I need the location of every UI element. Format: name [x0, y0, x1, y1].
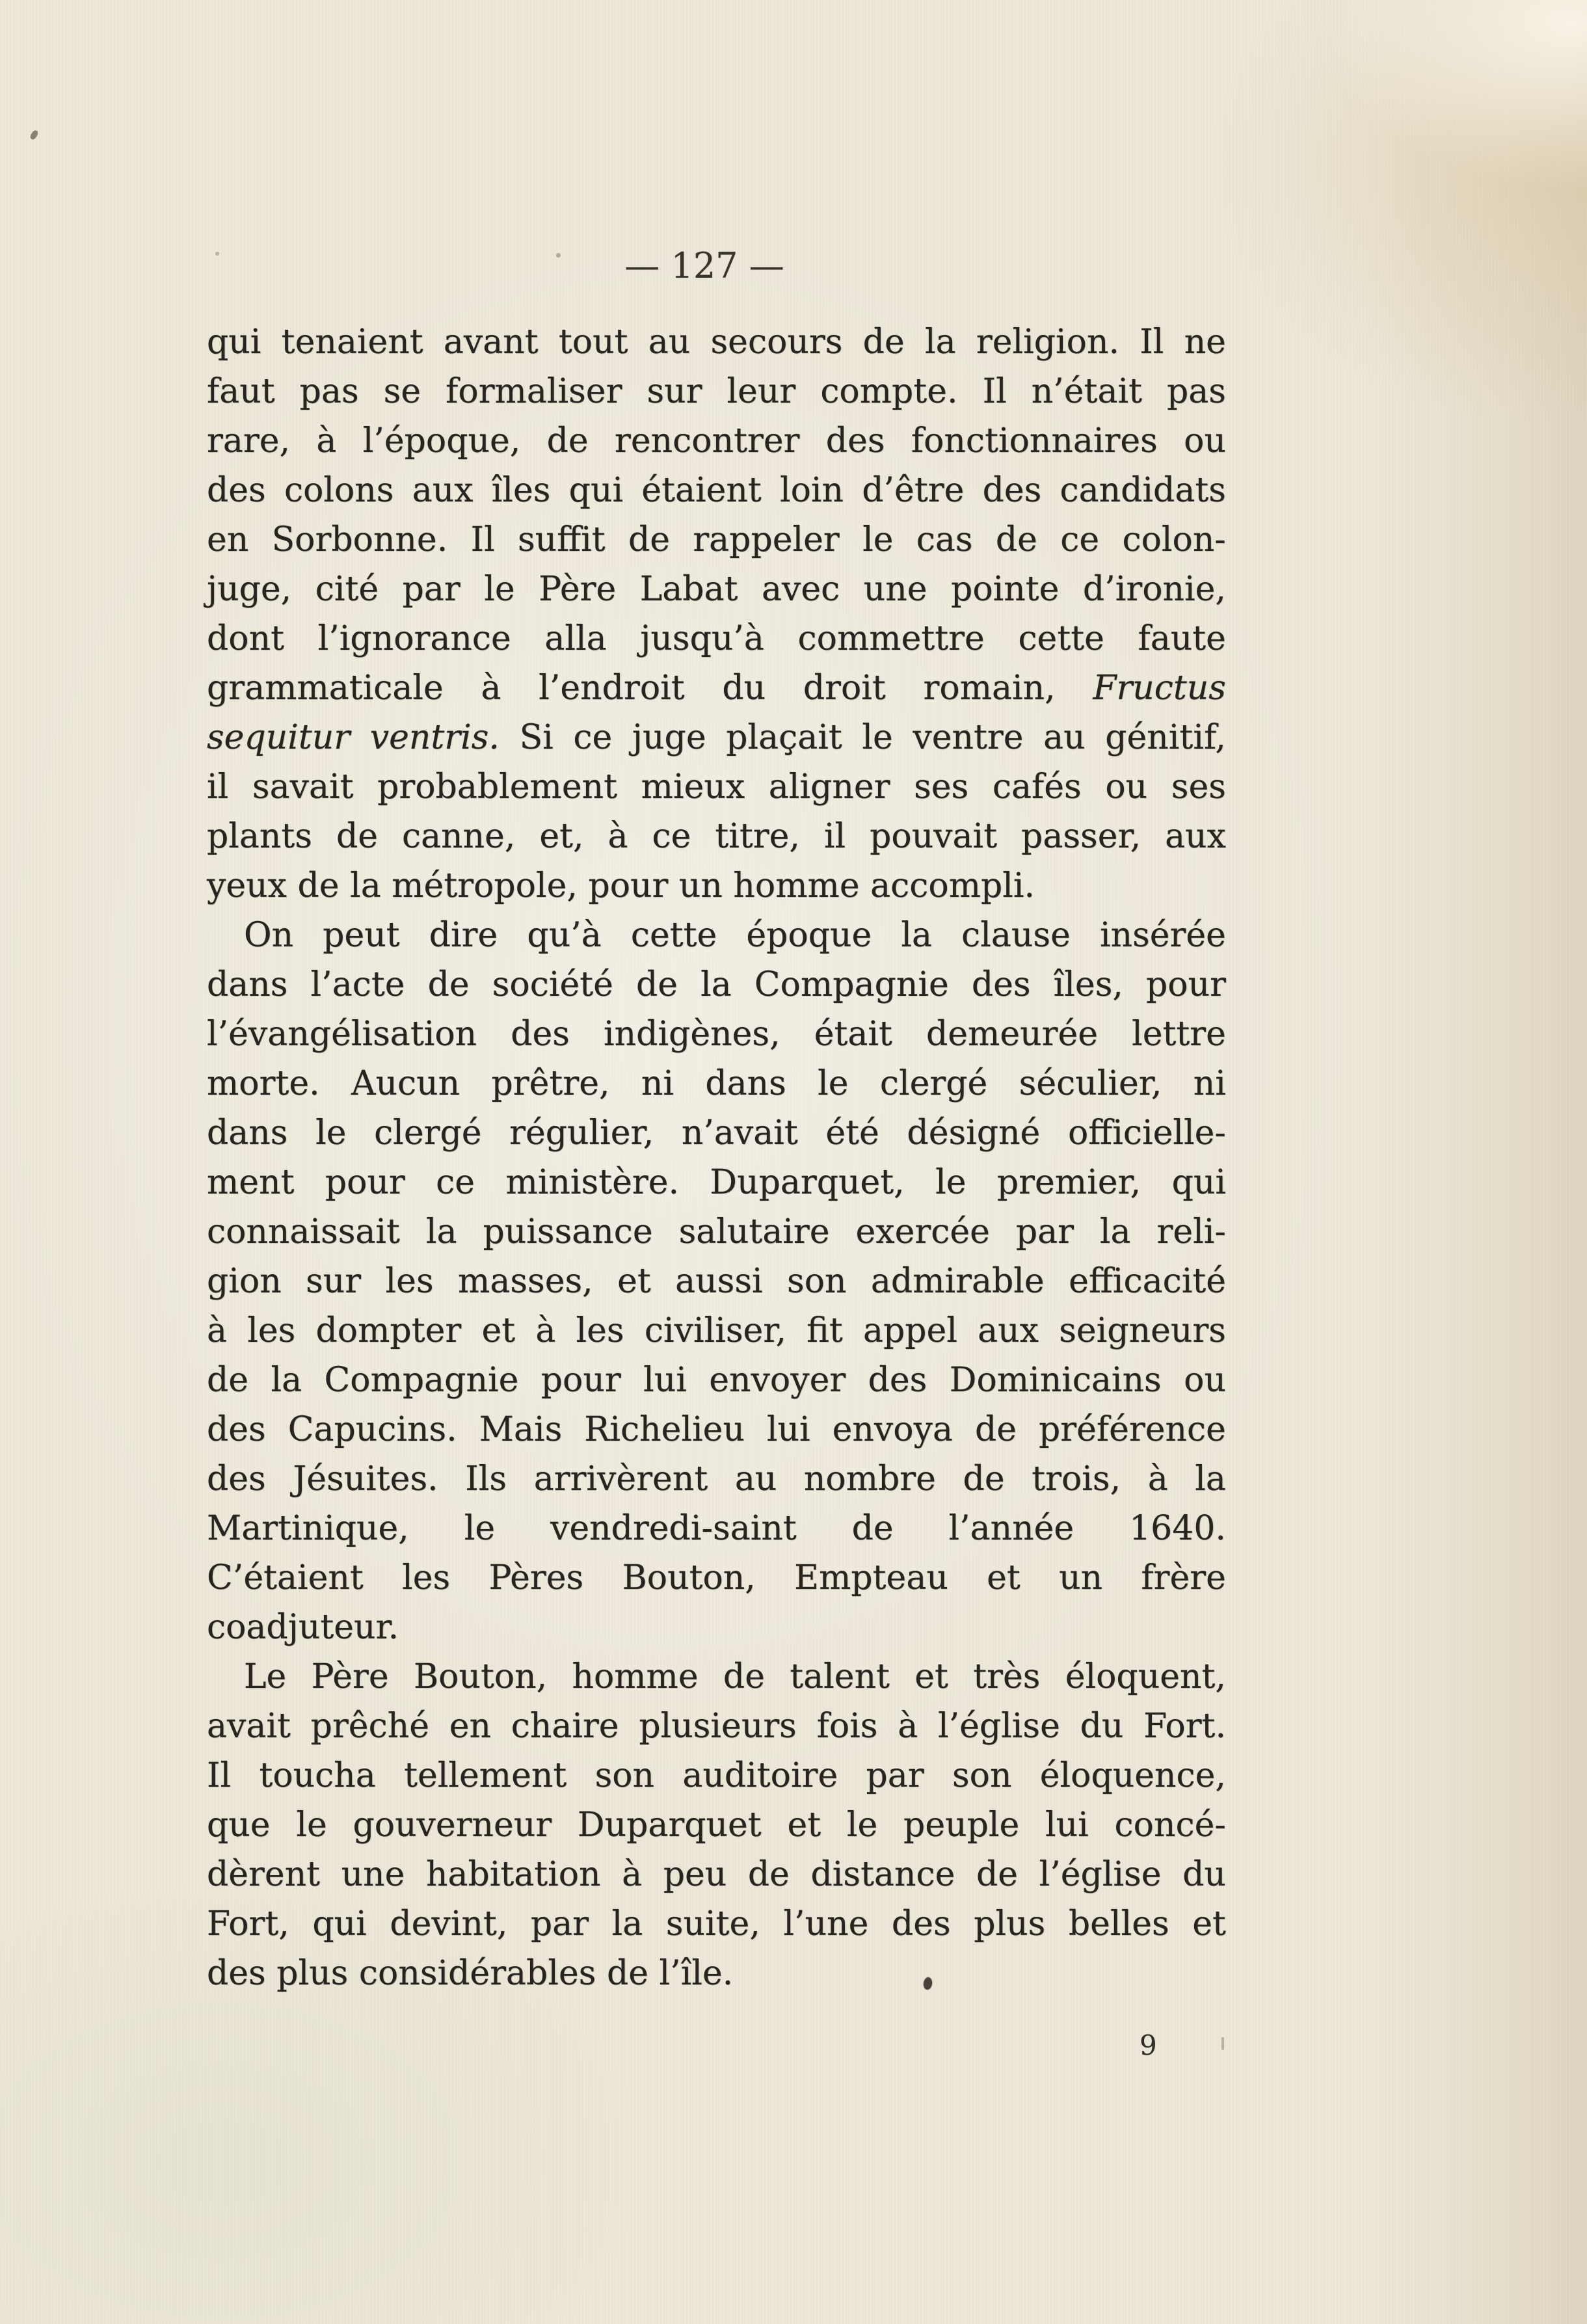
text-line: à les dompter et à les civiliser, fit appel aux seigneurs — [207, 1311, 1226, 1350]
text-line: des Jésuites. Ils arrivèrent au nombre de trois, à la — [207, 1460, 1226, 1499]
text-line: il savait probablement mieux aligner ses cafés ou ses — [207, 768, 1226, 807]
text-line: plants de canne, et, à ce titre, il pouvait passer, aux — [207, 817, 1226, 856]
text-line: en Sorbonne. Il suffit de rappeler le cas de ce colon- — [207, 520, 1226, 559]
text-line: avait prêché en chaire plusieurs fois à l’église du Fort. — [207, 1707, 1226, 1746]
text-line: gion sur les masses, et aussi son admirable efficacité — [207, 1262, 1226, 1301]
text-line: grammaticale à l’endroit du droit romain, Fructus — [207, 669, 1226, 708]
text-line: Le Père Bouton, homme de talent et très éloquent, — [244, 1657, 1226, 1696]
text-line: des colons aux îles qui étaient loin d’être des candidats — [207, 471, 1226, 510]
text-line: dans l’acte de société de la Compagnie des îles, pour — [207, 965, 1226, 1004]
text-line: rare, à l’époque, de rencontrer des fonctionnaires ou — [207, 421, 1226, 461]
paper-speck — [556, 253, 561, 258]
body-text — [207, 317, 1226, 1998]
paper-speck — [29, 129, 40, 140]
text-line: C’étaient les Pères Bouton, Empteau et un frère — [207, 1558, 1226, 1597]
text-line: dans le clergé régulier, n’avait été désigné officielle- — [207, 1114, 1226, 1153]
text-line: Martinique, le vendredi-saint de l’année 1640. — [207, 1509, 1226, 1548]
text-line: ment pour ce ministère. Duparquet, le premier, qui — [207, 1163, 1226, 1202]
text-line: l’évangélisation des indigènes, était demeurée lettre — [207, 1015, 1226, 1054]
text-line: des plus considérables de l’île. — [207, 1954, 734, 1993]
text-line: des Capucins. Mais Richelieu lui envoya de préférence — [207, 1410, 1226, 1449]
signature-mark: 9 — [1140, 2029, 1157, 2061]
text-line: coadjuteur. — [207, 1608, 399, 1647]
text-line: connaissait la puissance salutaire exercée par la reli- — [207, 1212, 1226, 1251]
paper-speck — [215, 252, 219, 256]
text-line: On peut dire qu’à cette époque la clause insérée — [244, 916, 1226, 955]
text-line: morte. Aucun prêtre, ni dans le clergé séculier, ni — [207, 1064, 1226, 1103]
text-line: faut pas se formaliser sur leur compte. Il n’était pas — [207, 372, 1226, 411]
text-line: de la Compagnie pour lui envoyer des Dominicains ou — [207, 1361, 1226, 1400]
text-line: Il toucha tellement son auditoire par son éloquence, — [207, 1756, 1226, 1795]
text-line: dont l’ignorance alla jusqu’à commettre cette faute — [207, 619, 1226, 658]
text-line: juge, cité par le Père Labat avec une pointe d’ironie, — [207, 570, 1226, 609]
text-line: yeux de la métropole, pour un homme accompli. — [207, 866, 1035, 905]
text-line: que le gouverneur Duparquet et le peuple lui concé- — [207, 1806, 1226, 1845]
text-line: Fort, qui devint, par la suite, l’une des plus belles et — [207, 1904, 1226, 1943]
text-line: qui tenaient avant tout au secours de la religion. Il ne — [207, 323, 1226, 362]
page-number: — 127 — — [624, 245, 784, 286]
text-line: sequitur ventris. Si ce juge plaçait le ventre au génitif, — [207, 718, 1226, 757]
text-line: dèrent une habitation à peu de distance de l’église du — [207, 1855, 1226, 1894]
paper-speck — [1221, 2037, 1224, 2050]
